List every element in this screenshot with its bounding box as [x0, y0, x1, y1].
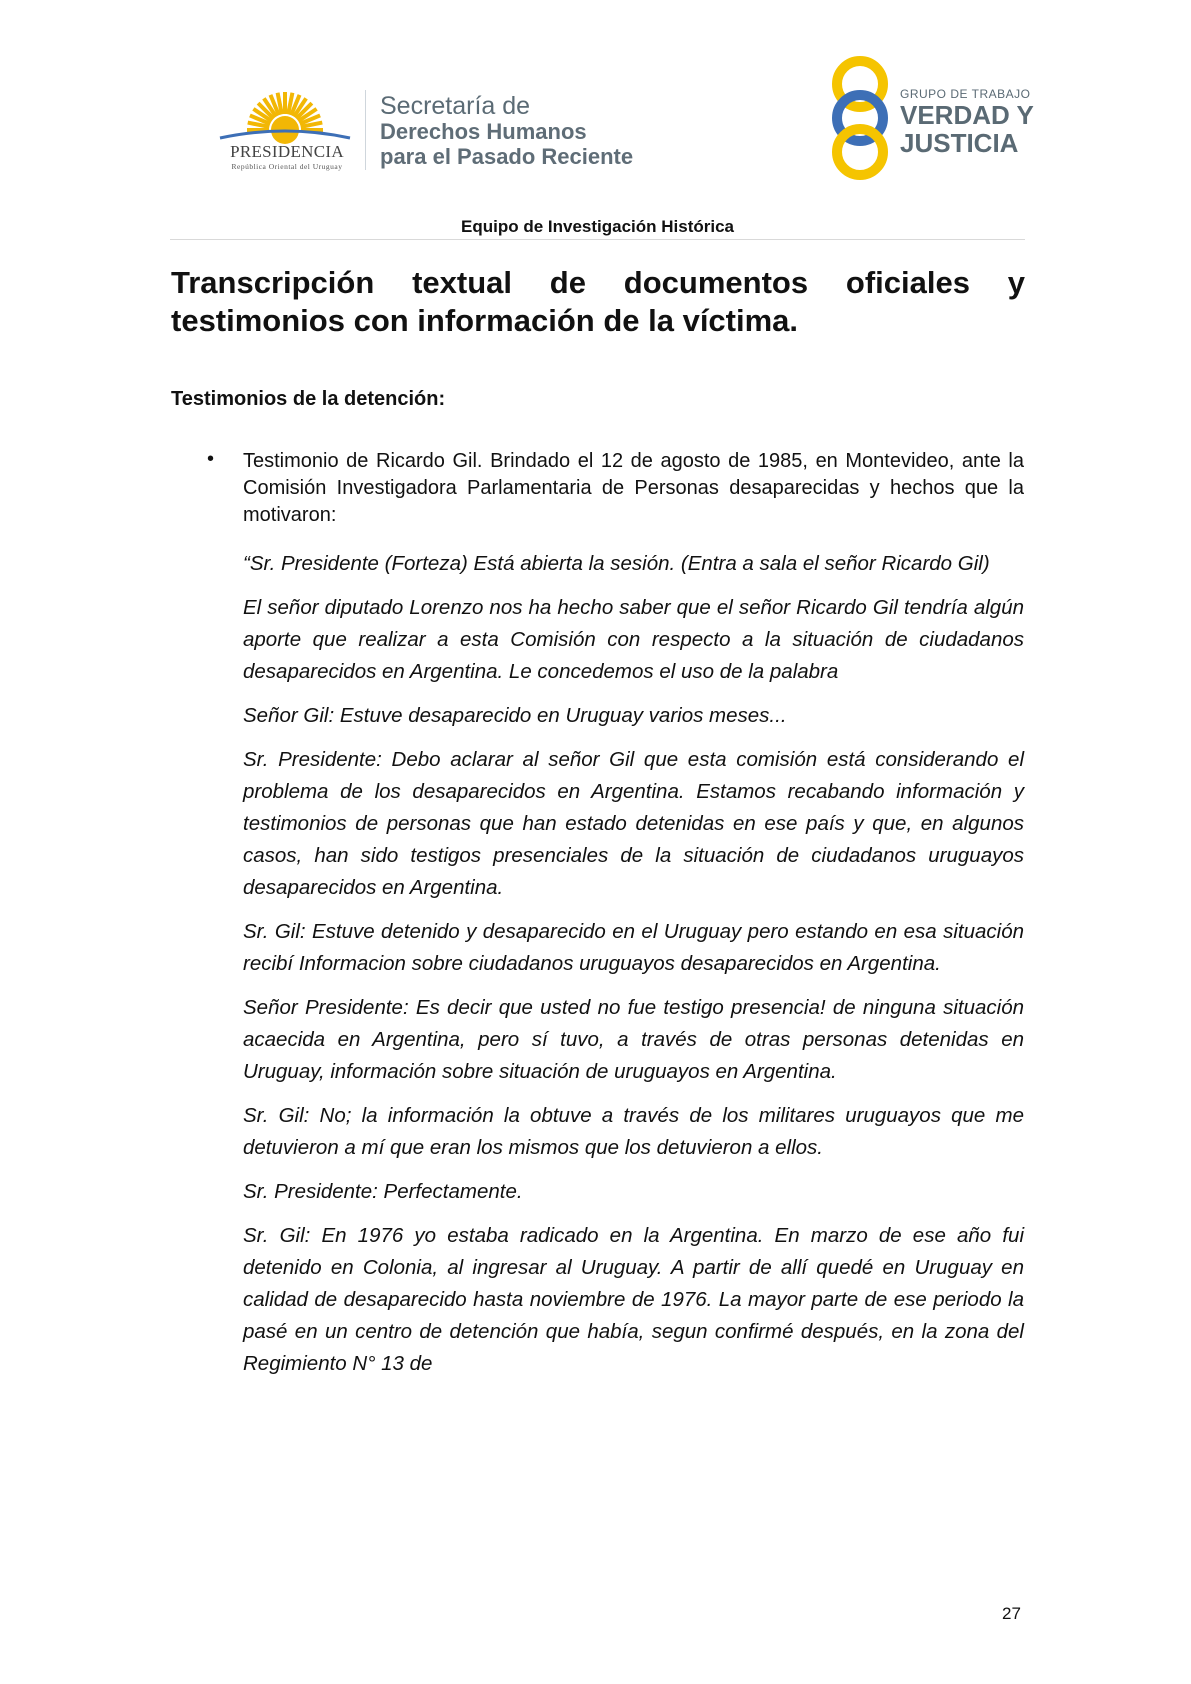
secretaria-line-1: Secretaría de — [380, 92, 531, 120]
quote-paragraph: Sr. Gil: Estuve detenido y desaparecido en el Uruguay pero estando en esa situación recibí Informacion sobre ciudadanos uruguayos desaparecidos en Argentina. — [243, 920, 1024, 975]
page-header — [0, 0, 1191, 200]
secretaria-line-2: Derechos Humanos — [380, 119, 587, 144]
team-heading: Equipo de Investigación Histórica — [461, 217, 734, 236]
quote-paragraph: Sr. Presidente: Perfectamente. — [243, 1180, 523, 1203]
bullet-icon: • — [207, 448, 215, 470]
presidencia-subtitle: República Oriental del Uruguay — [231, 162, 343, 171]
vj-line-2: VERDAD Y — [900, 100, 1034, 130]
secretaria-line-3: para el Pasado Reciente — [380, 144, 634, 169]
quote-paragraph: Sr. Gil: No; la información la obtuve a través de los militares uruguayos que me detuvieron a mí que eran los mismos que los detuvieron a ellos. — [243, 1104, 1024, 1159]
quote-paragraph: Sr. Presidente: Debo aclarar al señor Gil que esta comisión está considerando el problema de los desaparecidos en Argentina. Estamos recabando información y testimonios de personas que han estado detenidas en ese país y que, en algunos casos, han sido testigos presenciales de la situación de ciudadanos uruguayos desaparecidos en Argentina. — [243, 748, 1024, 899]
secretaria-logo-text — [380, 94, 633, 169]
quote-paragraph: Señor Gil: Estuve desaparecido en Uruguay varios meses... — [243, 704, 787, 727]
page-number: 27 — [1002, 1604, 1021, 1623]
quote-paragraph: Señor Presidente: Es decir que usted no fue testigo presencia! de ninguna situación acaecida en Argentina, pero sí tuvo, a través de otras personas detenidas en Uruguay, información sobre situación de uruguayos en Argentina. — [243, 996, 1024, 1083]
header-rule — [170, 239, 1025, 240]
presidencia-wordmark: PRESIDENCIA — [230, 142, 344, 161]
vj-line-1: GRUPO DE TRABAJO — [900, 87, 1031, 101]
section-heading: Testimonios de la detención: — [171, 388, 446, 410]
testimony-quote — [243, 548, 1024, 1392]
vj-line-3: JUSTICIA — [900, 128, 1019, 158]
verdad-justicia-wordmark — [900, 87, 1034, 157]
quote-paragraph: El señor diputado Lorenzo nos ha hecho saber que el señor Ricardo Gil tendría algún aporte que realizar a esta Comisión con respecto a la situación de ciudadanos desaparecidos en Argentina. Le concedemos el uso de la palabra — [243, 596, 1024, 683]
quote-paragraph: “Sr. Presidente (Forteza) Está abierta la sesión. (Entra a sala el señor Ricardo Gil) — [243, 552, 990, 575]
document-title: Transcripción textual de documentos oficiales y testimonios con información de la víctima. — [171, 265, 1025, 338]
bullet-text: Testimonio de Ricardo Gil. Brindado el 12 de agosto de 1985, en Montevideo, ante la Comisión Investigadora Parlamentaria de Personas desaparecidas y hechos que la motivaron: — [243, 450, 1024, 526]
header-divider — [365, 90, 366, 170]
verdad-justicia-rings-logo — [820, 54, 900, 182]
quote-paragraph: Sr. Gil: En 1976 yo estaba radicado en la Argentina. En marzo de ese año fui detenido en Colonia, al ingresar al Uruguay. A partir de allí quedé en Uruguay en calidad de desaparecido hasta noviembre de 1976. La mayor parte de ese periodo la pasé en un centro de detención que había, segun confirmé después, en la zona del Regimiento N° 13 de — [243, 1224, 1024, 1375]
